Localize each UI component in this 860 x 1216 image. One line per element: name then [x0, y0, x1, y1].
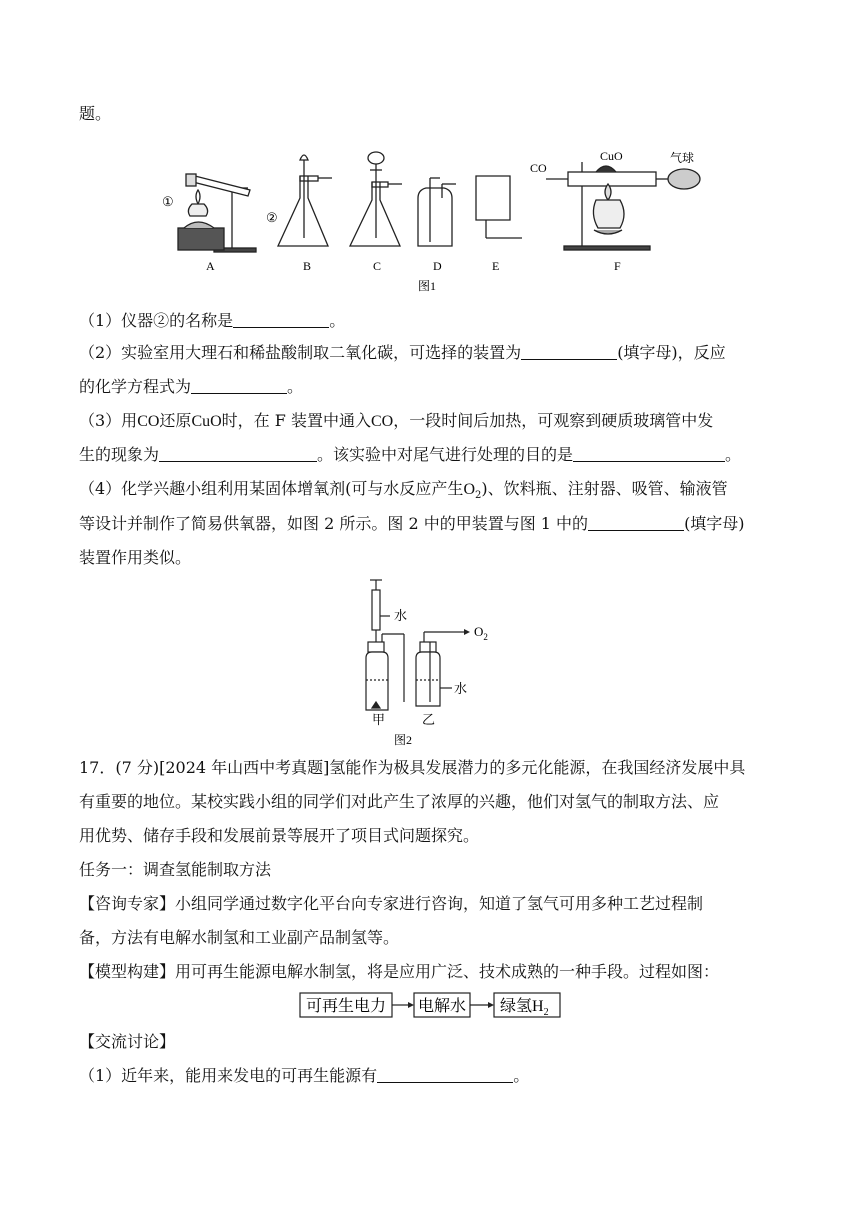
apparatus-label-c: C: [373, 259, 382, 273]
flow-box-electrolysis: 电解水: [418, 998, 467, 1015]
consult-line-2: 备，方法有电解水制氢和工业副产品制氢等。: [79, 928, 400, 947]
question-2-line-1: （2）实验室用大理石和稀盐酸制取二氧化碳，可选择的装置为 (填字母)，反应: [79, 343, 726, 362]
question-4-line-3: 装置作用类似。: [79, 548, 192, 567]
jia-label: 甲: [372, 712, 386, 727]
apparatus-label-b: B: [303, 259, 312, 273]
o2-label: $O_2$: [474, 624, 488, 642]
question-2-line-2: 的化学方程式为 。: [79, 377, 304, 396]
cuo-label: CuO: [600, 149, 623, 163]
consult-line-1: 【咨询专家】小组同学通过数字化平台向专家进行咨询，知道了氢气可用多种工艺过程制: [79, 894, 704, 913]
flow-box-green-hydrogen: 绿氢$H_2$: [500, 998, 549, 1018]
apparatus-label-f: F: [614, 259, 621, 273]
text-line-0: 题。: [79, 104, 112, 123]
figure-1-caption: 图1: [418, 279, 437, 293]
question-3-line-1: （3）用CO还原CuO时，在 F 装置中通入CO，一段时间后加热，可观察到硬质玻璃管中发: [79, 411, 714, 430]
water-side-label: 水: [454, 681, 468, 696]
mark-1-label: ①: [162, 194, 174, 209]
flow-diagram: [296, 990, 566, 1020]
figure-2-oxygen-supplier: [360, 576, 500, 748]
figure-1-apparatus: [150, 138, 710, 298]
task-1-heading: 任务一：调查氢能制取方法: [79, 860, 272, 879]
apparatus-label-a: A: [206, 259, 215, 273]
flow-box-renewable-power: 可再生电力: [306, 998, 387, 1015]
question-3-line-2: 生的现象为 。该实验中对尾气进行处理的目的是 。: [79, 445, 742, 464]
question-4-line-1: （4）化学兴趣小组利用某固体增氧剂(可与水反应产生$O_2$)、饮料瓶、注射器、吸管、输液管: [79, 479, 728, 501]
question-4-line-2: 等设计并制作了简易供氧器，如图 2 所示。图 2 中的甲装置与图 1 中的 (填字母): [79, 514, 745, 533]
problem-17-line-3: 用优势、储存手段和发展前景等展开了项目式问题探究。: [79, 826, 480, 845]
balloon-label: 气球: [670, 151, 695, 165]
model-line: 【模型构建】用可再生能源电解水制氢，将是应用广泛、技术成熟的一种手段。过程如图：: [79, 962, 720, 981]
discussion-heading: 【交流讨论】: [79, 1032, 176, 1051]
problem-17-line-2: 有重要的地位。某校实践小组的同学们对此产生了浓厚的兴趣，他们对氢气的制取方法、应: [79, 792, 720, 811]
mark-2-label: ②: [266, 210, 278, 225]
water-top-label: 水: [394, 608, 408, 623]
yi-label: 乙: [422, 712, 436, 727]
figure-2-caption: 图2: [394, 733, 413, 747]
question-1: （1）仪器②的名称是 。: [79, 311, 346, 330]
discussion-question-1: （1）近年来，能用来发电的可再生能源有 。: [79, 1066, 530, 1085]
problem-17-line-1: 17．(7 分)[2024 年山西中考真题]氢能作为极具发展潜力的多元化能源，在我国经济发展中具: [79, 758, 746, 777]
apparatus-label-d: D: [433, 259, 442, 273]
co-label: CO: [530, 161, 547, 175]
apparatus-label-e: E: [492, 259, 500, 273]
